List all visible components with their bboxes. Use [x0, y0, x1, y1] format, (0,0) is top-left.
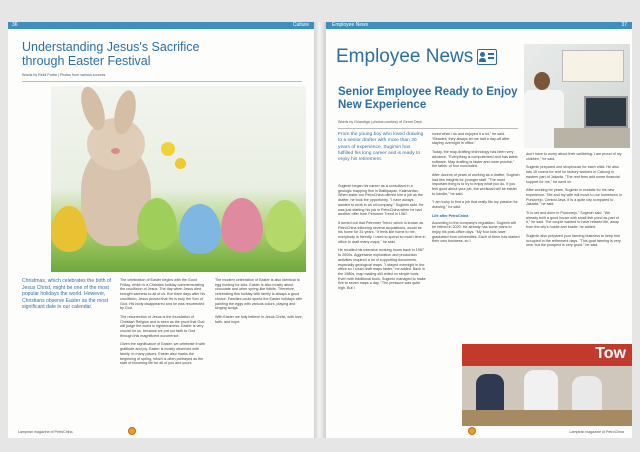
body-column-3 — [215, 278, 303, 418]
paragraph: Sugimin prepared one shophouse for each child. He also has 10 rooms for rent for factory workers in Cakung in eastern part of Jakarta. "The rent fees add some financial support for me," he went on. — [526, 165, 620, 184]
farewell-event-photo — [462, 344, 632, 426]
wall-chart — [562, 50, 624, 82]
employee-badge-icon — [477, 49, 497, 65]
egg-pink — [221, 198, 263, 252]
paragraph: The celebration of Easter begins with the Good Friday, which is a Christian holiday commemorating the crucifixion of Jesus. The day when Jesus died brought sadness to all of us. But three days after his crucifixion, Jesus proved that He is truly the Son of God. His body disappeared and he was resurrected by God. — [120, 278, 206, 311]
masthead — [336, 44, 497, 70]
paragraph: The modern celebration of Easter is also identical to egg hunting for kids. Easter is also mostly about chocolate and other spring-like tidbits. Therefore, celebrating this holiday with family is always a good choice. Families could spend the Easter holidays with painting the eggs with various colors, playing and singing songs. — [215, 278, 303, 311]
paragraph: Sugimin began his career as a consultant in a geologic mapping firm in Balikpapan, Kalimantan. When sister-run PetroChina offered him a job as the drafter, he took the opportunity. "I have always wanted to work in an oil company," Sugimin said. He was just starting his job in PetroChina when he had another offer from Petromer Trend in 1987. — [338, 184, 424, 217]
right-header-bar — [326, 22, 632, 29]
paragraph: According to the company's regulation, Sugimin will be retired in 2020. He already has some plans to enjoy his post-office days. "My four kids have graduated from universities. Each of them has started their own business, so I — [432, 220, 520, 244]
body-column-2 — [120, 278, 208, 418]
desk — [554, 128, 630, 148]
left-header-bar — [8, 22, 314, 29]
monitor — [584, 96, 628, 128]
paragraph: "I am lucky to find a job that really fits my passion for drawing," he said. — [432, 200, 518, 210]
page-number: 36 — [12, 22, 18, 28]
footer-text: Lampiran magazine of PetroChina — [569, 430, 624, 434]
section-label: Culture — [292, 22, 309, 28]
egg-blue — [179, 204, 221, 254]
left-page — [8, 22, 314, 438]
paragraph: The resurrection of Jesus is the foundation of Christian Religion and is seen as the proof that God will judge the world in righteousness. Easter is very crucial for us, because we put our faith to God through this magnificent occurrence. — [120, 314, 205, 338]
sugimin-desk-photo — [524, 44, 630, 148]
flower-yellow — [175, 158, 186, 169]
paragraph: loved what I do and enjoyed it a lot," he said. "Besides, they always let me half a day-off after staying overnight in office." — [432, 132, 510, 146]
lead-paragraph: Christmas, which celebrates the birth of Jesus Christ, might be one of the most popular holidays the world. However, Christians observe Easter as the most significant date in our calendar. — [22, 278, 112, 311]
byline: Words by Griandiga | photos courtesy of Genre Dept. — [338, 120, 423, 124]
paragraph: don't have to worry about their wellbeing. I am proud of my children," he said. — [526, 152, 622, 161]
right-page — [326, 22, 632, 438]
page-spine — [314, 22, 326, 438]
footer-text: Lampiran magazine of PetroChina — [18, 430, 73, 434]
table — [462, 410, 632, 426]
masthead-title: Employee News — [336, 46, 474, 67]
paragraph: After dozens of years of working as a drafter, Sugimin had few insights for younger staff. "The most important thing is to try to enjoy what you do. If you feel good about your job, the workload will be easier to handle," he said. — [432, 172, 520, 196]
article-title: Senior Employee Ready to Enjoy New Experience — [338, 86, 518, 111]
article-title: Understanding Jesus's Sacrifice through Easter Festival — [22, 40, 200, 68]
petrochina-logo-icon — [468, 427, 476, 435]
paragraph: It turned out that Petromer Trend, which is known as PetroChina following several acquisitions, would be his home for 31 years. "It feels like home to me, everybody is friendly. I used to spend so much time in office to draft many maps," he said. — [338, 220, 426, 244]
paragraph: Today, the map-drafting technology has been very advance. "Everything is computerized and has latest software. Map drafting is faster and more precise," the father of four concluded. — [432, 150, 518, 169]
egg-yellow — [51, 206, 87, 252]
flower-yellow — [161, 142, 175, 156]
bunny-nose — [111, 148, 120, 154]
banner-text: Tow — [595, 345, 626, 362]
paragraph: With Easter we fully believe in Jesus Christ, with love, faith, and hope. — [215, 314, 303, 324]
byline: Words by Reidi Purba | Photos from various sources — [22, 73, 106, 77]
subheading: Life after PetroChina — [432, 213, 469, 218]
banner — [462, 344, 632, 366]
paragraph: Sugimin also prepared your farming business to keep him occupied in the retirement days. "This goat farming is very new, but the prospect is very good," he said. — [526, 233, 621, 248]
lead-paragraph: From the young boy who loved drawing to a senior drafter with more than 30 years of experience, Sugimin has fulfilled his long career and is ready to enjoy his retirement. — [338, 132, 424, 163]
paragraph: After working for years, Sugimin is ecstatic for his new experience. "Me and my wife will move to our hometown in Purworejo, Central Java. It is a quite city compared to Jakarta," he said. — [526, 188, 622, 207]
body-column-3 — [526, 152, 622, 340]
egg-green — [137, 198, 177, 250]
byline-rule — [338, 128, 518, 129]
section-label: Employee News — [332, 22, 369, 28]
page-number: 37 — [621, 22, 627, 28]
paragraph: He recalled his intensive working hours back in 1987 to 2000s. Aggressive exploration and production activities required a lot of supporting documents, especially geological maps. "I stayed overnight in the office so I could draft maps faster," he added. Back in the 1980s, map making still relied on simple tools. Even with traditional tools, Sugimin managed to make five to seven maps a day. "The pressure was quite high. But I — [338, 248, 426, 291]
petrochina-logo-icon — [128, 427, 136, 435]
paragraph: Given the significance of Easter, we celebrate it with gratitude and joy. Easter is mostly observed with family. In many places, Easter also marks the beginning of spring, which is often portrayed as the start of blooming life for all of you and yours. — [120, 342, 206, 366]
body-column-1 — [338, 184, 426, 432]
easter-eggs-photo — [51, 86, 306, 272]
byline-rule — [22, 81, 302, 82]
person-head — [534, 72, 550, 90]
body-column-2 — [432, 132, 520, 340]
egg-green — [265, 200, 305, 252]
paragraph: "It is set and done in Purworejo," Sugimin said. "We already built a good house with small fish pond as part of it," he said. The couple wanted to have relaxed life, away from the city's hustle and bustle, he added. — [526, 211, 619, 230]
